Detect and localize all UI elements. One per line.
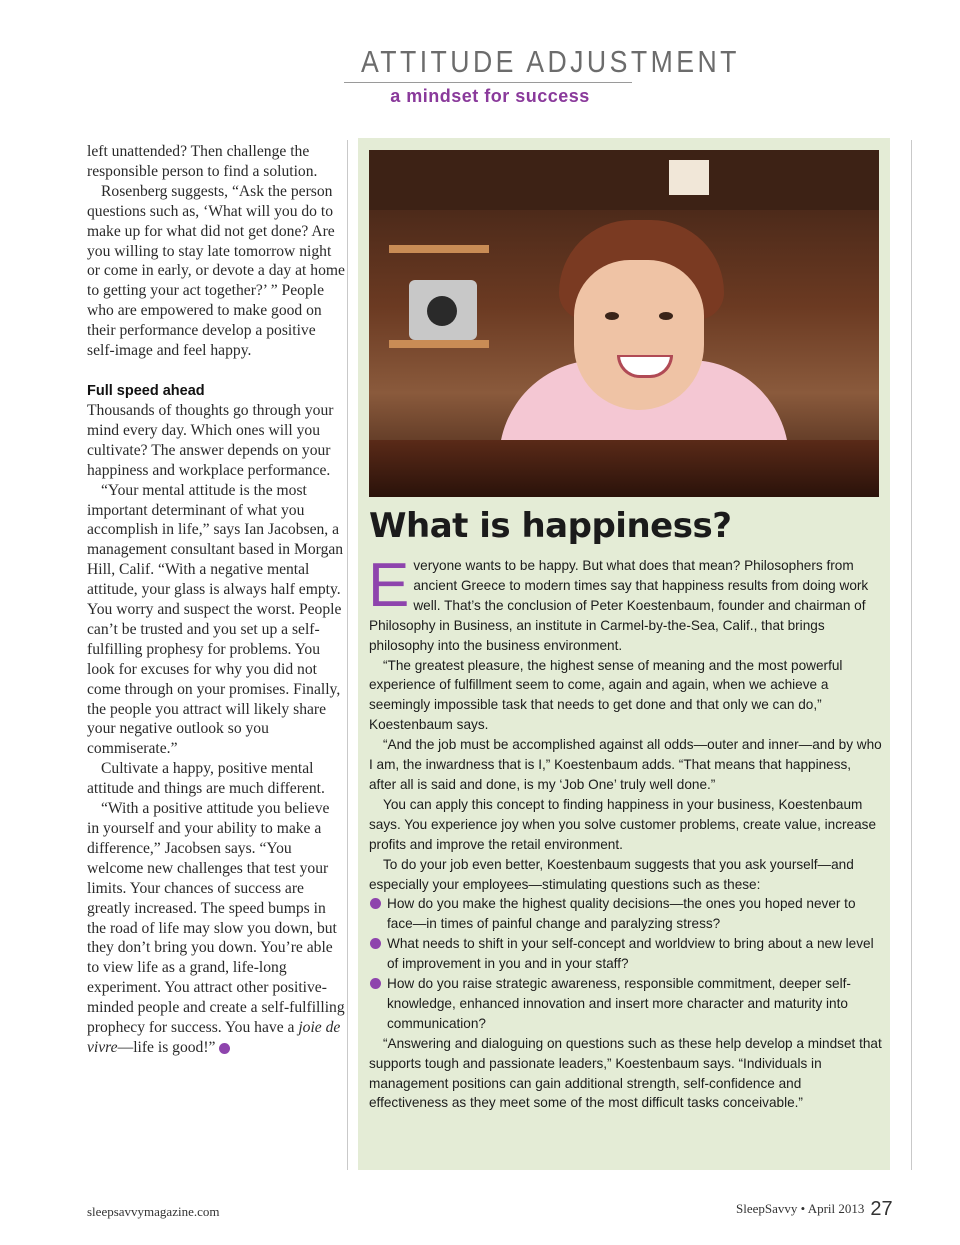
photo-eye (605, 312, 619, 320)
section-title: ATTITUDE ADJUSTMENT (361, 44, 740, 79)
photo-eye (659, 312, 673, 320)
sidebar-body (368, 551, 882, 1113)
sidebar-title: What is happiness? (369, 506, 732, 546)
bullet-icon (370, 978, 381, 989)
end-of-article-bullet-icon (219, 1043, 230, 1054)
article-paragraph-final (87, 799, 345, 1058)
article-left-column (87, 142, 345, 1058)
footer-website: sleepsavvymagazine.com (87, 1204, 220, 1219)
sidebar-paragraph: You can apply this concept to finding happiness in your business, Koestenbaum says. You experience joy when you solve customer problems, create value, increase profits and improve the retail environment. (369, 796, 877, 852)
question-list (369, 894, 882, 1033)
article-paragraph: Thousands of thoughts go through your mind every day. Which ones will you cultivate? The answer depends on your happiness and workplace performance. (87, 401, 334, 479)
photo-desk (369, 440, 879, 497)
sidebar-box (358, 138, 890, 1170)
question-item (369, 934, 882, 974)
question-item (369, 894, 882, 934)
photo-speaker (427, 296, 457, 326)
article-paragraph: Cultivate a happy, positive mental attitude and things are much different. (87, 760, 325, 798)
header-divider (344, 82, 632, 83)
drop-cap: E (368, 551, 410, 620)
section-subtitle: a mindset for success (390, 86, 590, 106)
photo-shelf-top (369, 150, 879, 210)
final-end: —life is good!” (117, 1038, 216, 1056)
article-paragraph: Rosenberg suggests, “Ask the person questions such as, ‘What will you do to make up for what did not get done? Are you willing to stay late tomorrow night or come in early, or devote a day at home to getting your act together?’ ” People who are empowered to make good on their performance develop a positive self-image and feel happy. (87, 182, 345, 360)
sidebar-paragraph: To do your job even better, Koestenbaum suggests that you ask yourself—and especially your employees—stimulating questions such as these: (369, 856, 854, 892)
article-paragraph: “Your mental attitude is the most important determinant of what you accomplish in life,” says Ian Jacobsen, a management consultant based in Morgan Hill, Calif. “With a negative mental attitude, your glass is always half empty. You worry and suspect the worst. People can’t be trusted and you set up a self-fulfilling prophesy for problems. You look for excuses for why you did not come through on your promises. Finally, the people you attract will likely share your negative outlook so you commiserate.” (87, 481, 344, 758)
bullet-icon (370, 898, 381, 909)
sidebar-closing: “Answering and dialoguing on questions such as these help develop a mindset that supports tough and passionate leaders,” Koestenbaum says. “Individuals in management positions can gain additional strength, self-confidence and effectiveness as they meet some of the most difficult tasks conceivable.” (369, 1035, 882, 1111)
final-italic: joie de vivre (87, 1019, 341, 1056)
column-divider (911, 140, 912, 1170)
footer-magazine: SleepSavvy • April 2013 (736, 1201, 865, 1216)
final-text: “With a positive attitude you believe in yourself and your ability to make a difference,” Jacobsen says. “You welcome new challenges that test your limits. Your chances of success are greatly increased. The speed bumps in the road of life may slow you down, but they don’t bring you down. You’re able to view life as a grand, life-long experiment. You attract other positive-minded people and create a self-fulfilling prophecy for success. You have a (87, 800, 345, 1037)
question-item (369, 974, 882, 1034)
photo-note (669, 160, 709, 195)
sidebar-paragraph: “And the job must be accomplished against all odds—outer and inner—and by who I am, the inwardness that is I,” Koestenbaum adds. “That means that happiness, after all is said and done, is my ‘Job One’ truly well done.” (369, 737, 882, 792)
page-number: 27 (870, 1198, 893, 1220)
article-paragraph: left unattended? Then challenge the responsible person to find a solution. (87, 143, 318, 180)
photo-shelf (389, 245, 489, 253)
question-text: What needs to shift in your self-concept and worldview to bring about a new level of improvement in you and in your staff? (387, 936, 874, 972)
column-divider (347, 140, 348, 1170)
portrait-photo (369, 150, 879, 497)
sidebar-intro (368, 551, 882, 656)
photo-face (574, 260, 704, 410)
question-text: How do you make the highest quality decisions—the ones you hoped never to face—in times of painful change and paralyzing stress? (387, 896, 856, 932)
footer-folio (736, 1198, 896, 1221)
bullet-icon (370, 938, 381, 949)
photo-shelf (389, 340, 489, 348)
sidebar-intro-text: veryone wants to be happy. But what does that mean? Philosophers from ancient Greece to modern times say that happiness results from doing work well. That’s the conclusion of Peter Koestenbaum, founder and chairman of Philosophy in Business, an institute in Carmel-by-the-Sea, Calif., that brings philosophy into the business environment. (369, 558, 869, 653)
article-subhead: Full speed ahead (87, 382, 205, 399)
question-text: How do you raise strategic awareness, responsible commitment, deeper self-knowledge, enhanced innovation and insert more character and maturity into communication? (387, 976, 851, 1031)
sidebar-paragraph: “The greatest pleasure, the highest sense of meaning and the most powerful experience of fulfillment seem to come, again and again, when we achieve a seemingly impossible task that needs to get done and that only we can do,” Koestenbaum says. (369, 657, 843, 733)
